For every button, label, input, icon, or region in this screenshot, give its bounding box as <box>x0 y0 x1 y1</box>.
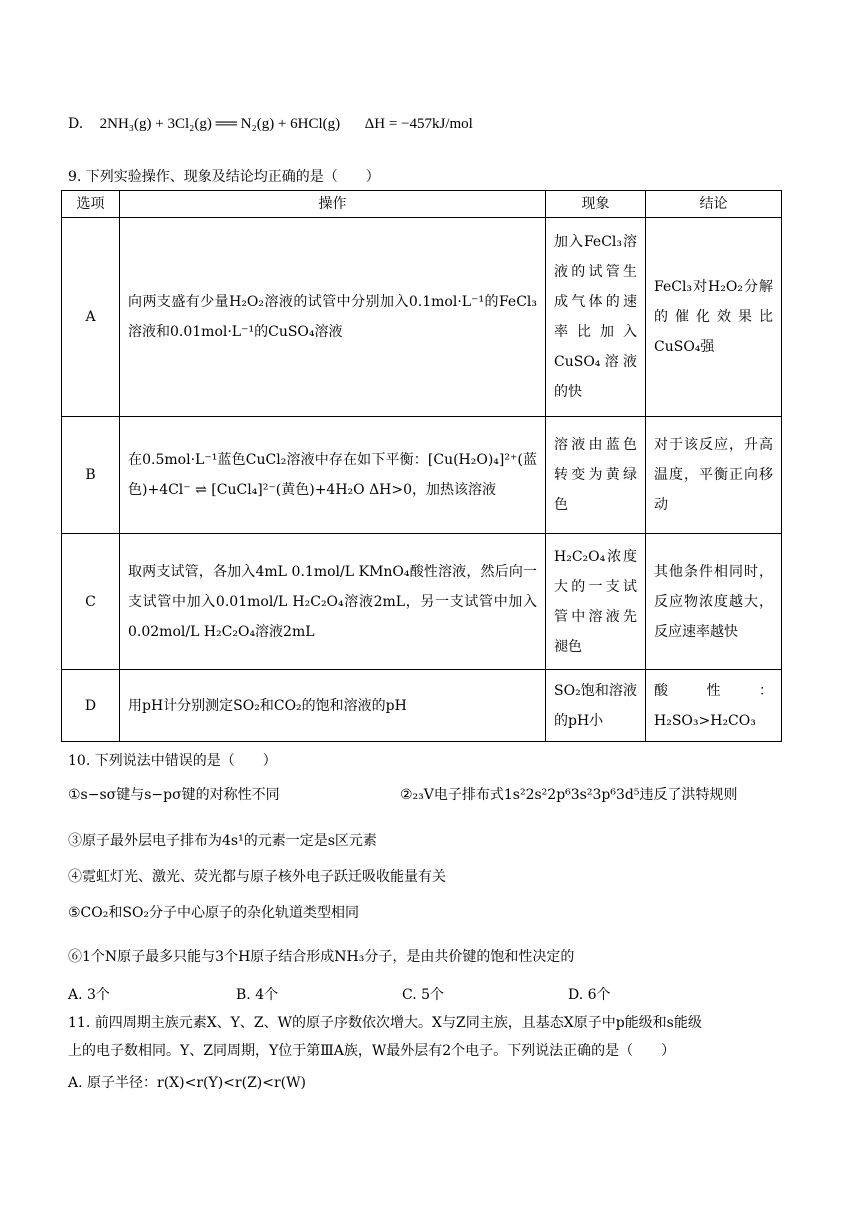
q9-row-d-conclusion: 酸性：H₂SO₃>H₂CO₃ <box>646 670 782 742</box>
q9-row-d-phenomenon: SO₂饱和溶液的pH小 <box>546 670 646 742</box>
q8-option-d-enthalpy: ΔH = −457kJ/mol <box>364 116 473 132</box>
q9-row-a-phenomenon: 加入FeCl₃溶液的试管生成气体的速率比加入CuSO₄溶液的快 <box>546 218 646 417</box>
q9-row-a-option: A <box>62 218 120 417</box>
q11-stem-line-1: 11. 前四周期主族元素X、Y、Z、W的原子序数依次增大。X与Z同主族，且基态X原子中p能级和s能级 <box>68 1015 702 1031</box>
q9-row-a-conclusion: FeCl₃对H₂O₂分解的催化效果比CuSO₄强 <box>646 218 782 417</box>
q9-row-c-operation: 取两支试管，各加入4mL 0.1mol/L KMnO₄酸性溶液，然后向一支试管中加入0.01mol/L H₂C₂O₄溶液2mL，另一支试管中加入0.02mol/L H₂C₂O₄溶液2mL <box>120 534 546 670</box>
q10-item-3: ③原子最外层电子排布为4s¹的元素一定是s区元素 <box>68 833 377 849</box>
q11-stem-line-2: 上的电子数相同。Y、Z同周期，Y位于第ⅢA族，W最外层有2个电子。下列说法正确的是（ ） <box>68 1043 676 1059</box>
q9-row-b-option: B <box>62 417 120 534</box>
q9-row-b-conclusion: 对于该反应，升高温度，平衡正向移动 <box>646 417 782 534</box>
q9-row-d-operation: 用pH计分别测定SO₂和CO₂的饱和溶液的pH <box>120 670 546 742</box>
q9-header-phenomenon: 现象 <box>546 191 646 218</box>
q9-row-b-operation: 在0.5mol·L⁻¹蓝色CuCl₂溶液中存在如下平衡：[Cu(H₂O)₄]²⁺(蓝色)+4Cl⁻ ⇌ [CuCl₄]²⁻(黄色)+4H₂O ΔH>0，加热该溶液 <box>120 417 546 534</box>
q9-table-header-row <box>62 191 782 218</box>
q9-row-d-option: D <box>62 670 120 742</box>
q9-row-b <box>62 417 782 534</box>
q9-row-c <box>62 534 782 670</box>
q9-table <box>61 190 782 742</box>
q11-option-a: A. 原子半径：r(X)<r(Y)<r(Z)<r(W) <box>68 1075 306 1091</box>
q9-header-option: 选项 <box>62 191 120 218</box>
q9-header-conclusion: 结论 <box>646 191 782 218</box>
q9-header-operation: 操作 <box>120 191 546 218</box>
q10-choice-a: A. 3个 <box>68 987 110 1003</box>
q8-option-d-label: D. <box>68 116 84 132</box>
q10-choice-c: C. 5个 <box>402 987 445 1003</box>
q10-item-1: ①s−sσ键与s−pσ键的对称性不同 <box>68 787 280 803</box>
q9-row-b-phenomenon: 溶液由蓝色转变为黄绿色 <box>546 417 646 534</box>
q10-item-4: ④霓虹灯光、激光、荧光都与原子核外电子跃迁吸收能量有关 <box>68 869 446 885</box>
q9-row-c-phenomenon: H₂C₂O₄浓度大的一支试管中溶液先褪色 <box>546 534 646 670</box>
q10-item-5: ⑤CO₂和SO₂分子中心原子的杂化轨道类型相同 <box>68 905 360 921</box>
q8-option-d <box>68 116 473 133</box>
q9-row-c-conclusion: 其他条件相同时，反应物浓度越大，反应速率越快 <box>646 534 782 670</box>
q9-stem: 9. 下列实验操作、现象及结论均正确的是（ ） <box>68 169 380 185</box>
q10-item-2: ②₂₃V电子排布式1s²2s²2p⁶3s²3p⁶3d⁵违反了洪特规则 <box>400 787 738 803</box>
q8-option-d-equation: 2NH₃(g) + 3Cl₂(g) ══ N₂(g) + 6HCl(g) <box>99 116 341 132</box>
q9-row-a <box>62 218 782 417</box>
q9-row-a-operation: 向两支盛有少量H₂O₂溶液的试管中分别加入0.1mol·L⁻¹的FeCl₃溶液和0.01mol·L⁻¹的CuSO₄溶液 <box>120 218 546 417</box>
q10-choice-b: B. 4个 <box>236 987 279 1003</box>
q10-item-6: ⑥1个N原子最多只能与3个H原子结合形成NH₃分子，是由共价键的饱和性决定的 <box>68 949 575 965</box>
q10-stem: 10. 下列说法中错误的是（ ） <box>68 753 277 769</box>
q10-choice-d: D. 6个 <box>568 987 611 1003</box>
q9-row-c-option: C <box>62 534 120 670</box>
q9-row-d <box>62 670 782 742</box>
